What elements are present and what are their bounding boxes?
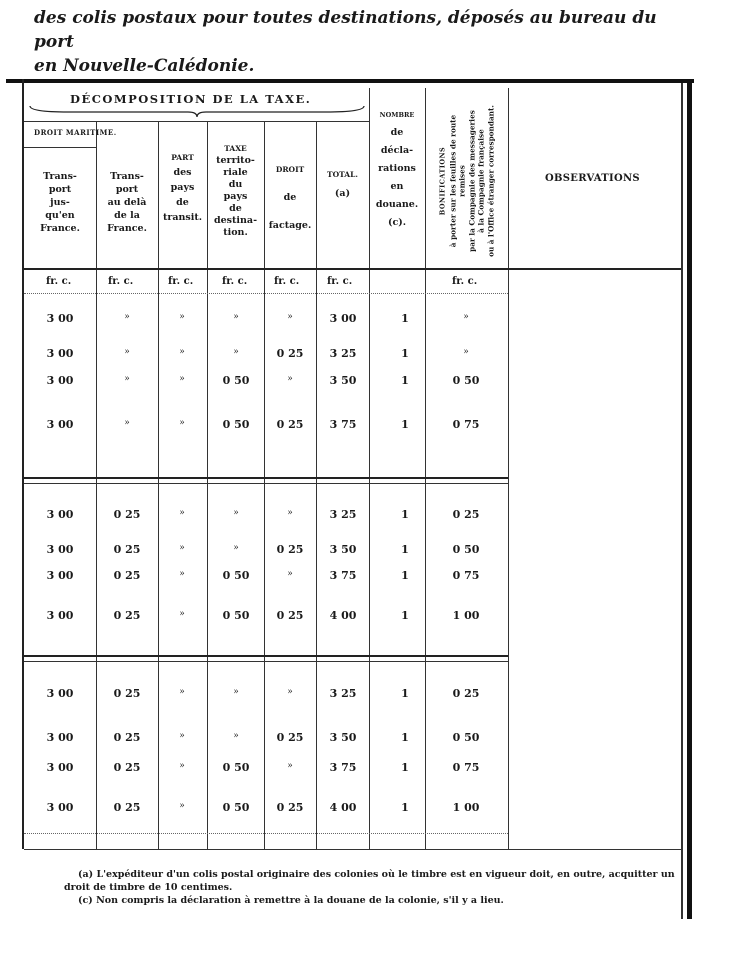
col-header-line: France.	[107, 223, 147, 234]
col-header-total	[316, 167, 369, 205]
table-cell: »	[179, 731, 185, 741]
col-header-line: (a)	[334, 188, 351, 199]
col-header-line: TAXE	[224, 144, 247, 153]
table-cell: »	[124, 312, 130, 322]
unit-label: fr. c.	[46, 276, 72, 287]
table-cell: 0 25	[452, 508, 480, 521]
col-header-line: de	[283, 192, 297, 203]
table-cell: 0 75	[452, 418, 480, 431]
table-cell: 3 00	[46, 508, 74, 521]
table-cell: 3 00	[46, 687, 74, 700]
col-header-line: riale	[223, 167, 248, 178]
table-cell: 1	[401, 347, 409, 360]
footnotes	[64, 868, 684, 907]
footnote-a: (a) L'expéditeur d'un colis postal originaire des colonies où le timbre est en vigueur doit, en outre, acquitter un droit de timbre de 10 centimes.	[64, 869, 675, 893]
col-header-line: factage.	[268, 220, 312, 231]
decomposition-heading: DÉCOMPOSITION DE LA TAXE.	[70, 92, 312, 106]
col-header-bonifications	[428, 96, 506, 266]
col-header-line: décla-	[380, 145, 414, 156]
col-header-line: de	[176, 197, 189, 208]
row-rule	[24, 293, 508, 294]
col-header-line: DROIT	[275, 165, 305, 174]
table-cell: 1 00	[452, 609, 480, 622]
table-cell: 4 00	[329, 609, 357, 622]
table-cell: 3 00	[46, 347, 74, 360]
col-header-line: douane.	[375, 199, 419, 210]
col-header-factage	[264, 156, 316, 240]
table-cell: »	[287, 374, 293, 384]
col-header-line: tion.	[223, 227, 248, 238]
table-cell: »	[233, 731, 239, 741]
table-cell: »	[287, 761, 293, 771]
col-header-line: rations	[378, 163, 416, 174]
table-cell: 0 25	[276, 418, 304, 431]
col-header-line: PART	[171, 153, 194, 162]
col-header-declarations	[374, 106, 420, 232]
title-line-2: en Nouvelle-Calédonie.	[34, 56, 255, 76]
col-header-line: des	[173, 167, 192, 178]
table-cell: 3 00	[46, 543, 74, 556]
table-cell: 1	[401, 569, 409, 582]
table-cell: 0 50	[222, 761, 250, 774]
table-cell: 3 00	[46, 731, 74, 744]
table-cell: »	[233, 687, 239, 697]
table-cell: 3 75	[329, 761, 357, 774]
group-rule	[24, 477, 508, 479]
col-header-line: port	[48, 184, 72, 195]
table-cell: »	[179, 569, 185, 579]
table-cell: 1	[401, 687, 409, 700]
table-cell: 0 25	[113, 731, 141, 744]
col-header-line: NOMBRE	[379, 111, 415, 119]
col-header-line: ou à l'Office étranger correspondant.	[486, 105, 495, 257]
table-cell: 0 25	[113, 569, 141, 582]
col-header-taxe-territoriale	[207, 143, 264, 239]
table-cell: 3 50	[329, 543, 357, 556]
table-cell: »	[179, 687, 185, 697]
table-cell: 3 00	[46, 801, 74, 814]
col-header-line: France.	[40, 223, 80, 234]
group-rule	[24, 655, 508, 657]
table-cell: »	[179, 312, 185, 322]
group-rule	[24, 483, 508, 484]
table-cell: »	[463, 347, 469, 357]
table-cell: 0 25	[276, 609, 304, 622]
col-header-line: (c).	[387, 217, 407, 228]
table-cell: »	[233, 543, 239, 553]
col-header-line: port	[115, 184, 139, 195]
table-cell: »	[463, 312, 469, 322]
col-header-observations: OBSERVATIONS	[545, 173, 640, 184]
table-cell: 3 00	[46, 569, 74, 582]
col-header-line: de	[390, 127, 404, 138]
title-line-1: des colis postaux pour toutes destinations, déposés au bureau du port	[34, 8, 657, 52]
table-cell: 0 50	[452, 543, 480, 556]
table-bottom-rule	[24, 849, 681, 850]
col-header-line: remises	[457, 165, 467, 197]
table-cell: »	[179, 418, 185, 428]
table-cell: 3 25	[329, 508, 357, 521]
table-cell: 0 75	[452, 569, 480, 582]
table-cell: 3 50	[329, 731, 357, 744]
table-cell: 0 25	[276, 543, 304, 556]
table-cell: 3 50	[329, 374, 357, 387]
unit-label: fr. c.	[327, 276, 353, 287]
table-cell: »	[179, 801, 185, 811]
table-cell: 0 25	[276, 731, 304, 744]
table-cell: 4 00	[329, 801, 357, 814]
table-cell: 3 00	[46, 418, 74, 431]
group-rule	[24, 661, 508, 662]
droit-maritime-heading: DROIT MARITIME.	[34, 128, 117, 137]
table-cell: »	[179, 609, 185, 619]
table-cell: 1	[401, 374, 409, 387]
table-cell: 1	[401, 543, 409, 556]
header-bottom-rule	[24, 268, 681, 270]
table-cell: 1	[401, 508, 409, 521]
footnote-c: (c) Non compris la déclaration à remettre à la douane de la colonie, s'il y a lieu.	[78, 895, 504, 906]
table-cell: 1	[401, 418, 409, 431]
row-rule	[24, 833, 508, 834]
unit-label: fr. c.	[274, 276, 300, 287]
table-cell: 0 50	[222, 374, 250, 387]
table-cell: 1 00	[452, 801, 480, 814]
table-right-inner-border	[681, 83, 683, 919]
table-cell: »	[124, 374, 130, 384]
table-cell: »	[179, 374, 185, 384]
col-header-line: jus-	[50, 197, 70, 208]
table-cell: 0 50	[452, 374, 480, 387]
table-cell: 3 00	[46, 312, 74, 325]
table-cell: 0 25	[113, 543, 141, 556]
header-rule	[24, 121, 369, 122]
col-header-line: de	[229, 203, 242, 214]
unit-label: fr. c.	[108, 276, 134, 287]
col-header-line: transit.	[162, 212, 203, 223]
table-cell: 1	[401, 731, 409, 744]
table-cell: »	[179, 761, 185, 771]
unit-label: fr. c.	[168, 276, 194, 287]
table-cell: »	[287, 569, 293, 579]
col-header-line: du	[228, 179, 243, 190]
col-header-line: de la	[114, 210, 140, 221]
unit-label: fr. c.	[452, 276, 478, 287]
table-cell: 3 00	[46, 761, 74, 774]
table-cell: 3 00	[46, 374, 74, 387]
table-cell: 0 50	[222, 609, 250, 622]
table-cell: »	[233, 347, 239, 357]
table-cell: »	[233, 312, 239, 322]
table-cell: 1	[401, 312, 409, 325]
table-cell: »	[179, 347, 185, 357]
col-header-line: en	[390, 181, 404, 192]
table-cell: 0 25	[113, 609, 141, 622]
col-header-line: TOTAL.	[327, 170, 358, 179]
table-cell: 3 25	[329, 687, 357, 700]
col-header-line: Trans-	[110, 171, 144, 182]
col-header-line: qu'en	[45, 210, 75, 221]
unit-label: fr. c.	[222, 276, 248, 287]
table-cell: 0 25	[452, 687, 480, 700]
table-cell: 1	[401, 801, 409, 814]
table-cell: »	[124, 418, 130, 428]
table-cell: 1	[401, 609, 409, 622]
table-cell: »	[287, 508, 293, 518]
table-cell: 0 50	[222, 569, 250, 582]
table-cell: 3 00	[329, 312, 357, 325]
col-header-line: BONIFICATIONS	[438, 146, 447, 216]
col-header-transport-france	[24, 170, 96, 235]
col-header-line: destina-	[213, 215, 258, 226]
table-cell: 0 75	[452, 761, 480, 774]
table-cell: 3 75	[329, 569, 357, 582]
header-rule	[24, 147, 96, 148]
table-cell: 0 50	[222, 801, 250, 814]
table-cell: »	[179, 508, 185, 518]
col-header-line: pays	[223, 191, 248, 202]
table-cell: 0 50	[222, 418, 250, 431]
table-cell: »	[124, 347, 130, 357]
table-cell: 0 25	[113, 801, 141, 814]
table-cell: »	[287, 312, 293, 322]
table-cell: 3 25	[329, 347, 357, 360]
table-cell: »	[179, 543, 185, 553]
table-top-border	[6, 79, 694, 83]
col-header-line: à porter sur les feuilles de route	[448, 114, 457, 248]
col-header-line: au delà	[107, 197, 147, 208]
table-cell: 0 25	[113, 761, 141, 774]
table-cell: »	[233, 508, 239, 518]
col-header-transport-beyond	[96, 170, 158, 235]
col-header-transit	[158, 150, 207, 225]
page-title	[34, 6, 684, 78]
brace-decoration	[28, 104, 366, 118]
table-cell: »	[287, 687, 293, 697]
table-cell: 3 00	[46, 609, 74, 622]
col-divider	[508, 88, 509, 849]
col-header-line: Trans-	[43, 171, 77, 182]
col-header-line: pays	[170, 182, 195, 193]
table-cell: 0 50	[452, 731, 480, 744]
table-cell: 0 25	[113, 687, 141, 700]
col-header-line: par la Compagnie des messageries	[467, 110, 476, 252]
table-cell: 1	[401, 761, 409, 774]
table-cell: 0 25	[276, 347, 304, 360]
col-header-line: à la Compagnie française	[476, 129, 486, 233]
table-cell: 0 25	[276, 801, 304, 814]
table-cell: 3 75	[329, 418, 357, 431]
col-header-line: territo-	[216, 155, 255, 166]
table-cell: 0 25	[113, 508, 141, 521]
table-right-border	[687, 83, 692, 919]
